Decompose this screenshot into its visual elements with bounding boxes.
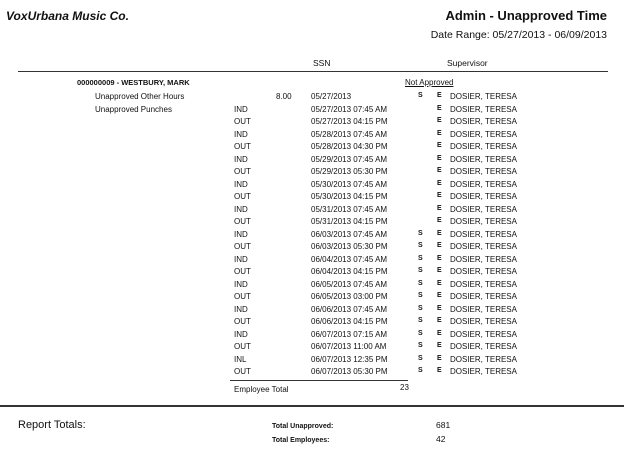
punch-supervisor: DOSIER, TERESA xyxy=(450,267,517,277)
punch-supervisor: DOSIER, TERESA xyxy=(450,167,517,177)
punch-e-flag: E xyxy=(437,167,442,175)
punch-s-flag: S xyxy=(418,317,423,325)
date-range: Date Range: 05/27/2013 - 06/09/2013 xyxy=(430,29,607,41)
punch-e-flag: E xyxy=(437,367,442,375)
punch-supervisor: DOSIER, TERESA xyxy=(450,154,517,164)
punch-type: IND xyxy=(234,154,248,164)
punch-supervisor: DOSIER, TERESA xyxy=(450,204,517,214)
punch-e-flag: E xyxy=(437,142,442,150)
punch-row xyxy=(0,305,624,318)
company-name: VoxUrbana Music Co. xyxy=(6,9,129,23)
punch-row xyxy=(0,142,624,155)
punch-s-flag: S xyxy=(418,329,423,337)
punch-supervisor: DOSIER, TERESA xyxy=(450,292,517,302)
punch-row xyxy=(0,192,624,205)
punch-row xyxy=(0,367,624,380)
punch-supervisor: DOSIER, TERESA xyxy=(450,104,517,114)
punch-timestamp: 05/30/2013 07:45 AM xyxy=(311,179,388,189)
punch-type: INL xyxy=(234,354,247,364)
punch-e-flag: E xyxy=(437,229,442,237)
punch-supervisor: DOSIER, TERESA xyxy=(450,192,517,202)
header-divider xyxy=(18,71,608,72)
punch-type: OUT xyxy=(234,242,251,252)
punch-type: IND xyxy=(234,279,248,289)
punch-type: OUT xyxy=(234,167,251,177)
punch-timestamp: 05/27/2013 07:45 AM xyxy=(311,104,388,114)
punch-s-flag: S xyxy=(418,254,423,262)
punch-s-flag: S xyxy=(418,354,423,362)
punch-timestamp: 05/29/2013 07:45 AM xyxy=(311,154,388,164)
punch-timestamp: 06/03/2013 05:30 PM xyxy=(311,242,388,252)
punch-row xyxy=(0,342,624,355)
punch-type: OUT xyxy=(234,267,251,277)
punch-s-flag: S xyxy=(418,267,423,275)
total-unapproved-value: 681 xyxy=(436,420,451,430)
punch-e-flag: E xyxy=(437,204,442,212)
punch-timestamp: 05/28/2013 07:45 AM xyxy=(311,129,388,139)
punch-timestamp: 06/06/2013 07:45 AM xyxy=(311,304,388,314)
employee-total-value: 23 xyxy=(400,383,409,392)
punches-label: Unapproved Punches xyxy=(95,104,172,114)
other-hours-e-flag: E xyxy=(437,92,442,99)
other-hours-supervisor: DOSIER, TERESA xyxy=(450,92,517,101)
punch-timestamp: 06/04/2013 07:45 AM xyxy=(311,254,388,264)
punch-type: OUT xyxy=(234,192,251,202)
punch-s-flag: S xyxy=(418,242,423,250)
punch-timestamp: 06/03/2013 07:45 AM xyxy=(311,229,388,239)
punch-type: IND xyxy=(234,179,248,189)
punch-row xyxy=(0,355,624,368)
punch-supervisor: DOSIER, TERESA xyxy=(450,329,517,339)
other-hours-row xyxy=(0,92,624,105)
punch-type: OUT xyxy=(234,367,251,377)
punch-e-flag: E xyxy=(437,304,442,312)
punch-timestamp: 06/07/2013 05:30 PM xyxy=(311,367,388,377)
punch-type: IND xyxy=(234,204,248,214)
approval-status: Not Approved xyxy=(405,78,454,87)
punch-row xyxy=(0,217,624,230)
punch-timestamp: 06/05/2013 03:00 PM xyxy=(311,292,388,302)
column-header-supervisor: Supervisor xyxy=(447,58,488,68)
punch-timestamp: 06/07/2013 12:35 PM xyxy=(311,354,388,364)
punch-e-flag: E xyxy=(437,129,442,137)
column-header-ssn: SSN xyxy=(313,58,331,68)
punch-supervisor: DOSIER, TERESA xyxy=(450,179,517,189)
punch-e-flag: E xyxy=(437,179,442,187)
punch-timestamp: 06/07/2013 07:15 AM xyxy=(311,329,388,339)
punch-e-flag: E xyxy=(437,154,442,162)
punch-e-flag: E xyxy=(437,104,442,112)
other-hours-label: Unapproved Other Hours xyxy=(95,92,185,101)
punch-supervisor: DOSIER, TERESA xyxy=(450,342,517,352)
punch-row xyxy=(0,155,624,168)
employee-name: 000000009 - WESTBURY, MARK xyxy=(77,78,190,87)
punch-type: OUT xyxy=(234,142,251,152)
punch-timestamp: 05/28/2013 04:30 PM xyxy=(311,142,388,152)
report-title: Admin - Unapproved Time xyxy=(445,8,607,23)
total-employees-value: 42 xyxy=(436,434,446,444)
punch-supervisor: DOSIER, TERESA xyxy=(450,367,517,377)
punch-list xyxy=(0,105,624,380)
punch-supervisor: DOSIER, TERESA xyxy=(450,229,517,239)
punch-s-flag: S xyxy=(418,229,423,237)
report-totals-label: Report Totals: xyxy=(18,419,86,431)
punch-type: OUT xyxy=(234,117,251,127)
other-hours-value: 8.00 xyxy=(276,92,292,101)
footer-divider xyxy=(0,405,624,407)
punch-supervisor: DOSIER, TERESA xyxy=(450,142,517,152)
punch-e-flag: E xyxy=(437,317,442,325)
employee-total-divider xyxy=(230,380,408,381)
punch-supervisor: DOSIER, TERESA xyxy=(450,254,517,264)
punch-type: IND xyxy=(234,229,248,239)
punch-timestamp: 05/30/2013 04:15 PM xyxy=(311,192,388,202)
employee-total-label: Employee Total xyxy=(234,385,289,394)
punch-timestamp: 06/07/2013 11:00 AM xyxy=(311,342,387,352)
punch-timestamp: 05/31/2013 04:15 PM xyxy=(311,217,388,227)
punch-supervisor: DOSIER, TERESA xyxy=(450,304,517,314)
punch-type: OUT xyxy=(234,217,251,227)
punch-timestamp: 06/06/2013 04:15 PM xyxy=(311,317,388,327)
punch-supervisor: DOSIER, TERESA xyxy=(450,242,517,252)
punch-type: OUT xyxy=(234,292,251,302)
punch-timestamp: 05/31/2013 07:45 AM xyxy=(311,204,388,214)
punch-e-flag: E xyxy=(437,254,442,262)
punch-row xyxy=(0,255,624,268)
punch-e-flag: E xyxy=(437,292,442,300)
punch-row xyxy=(0,242,624,255)
punch-supervisor: DOSIER, TERESA xyxy=(450,217,517,227)
other-hours-date: 05/27/2013 xyxy=(311,92,352,101)
punch-supervisor: DOSIER, TERESA xyxy=(450,279,517,289)
punch-s-flag: S xyxy=(418,367,423,375)
punch-supervisor: DOSIER, TERESA xyxy=(450,129,517,139)
punch-timestamp: 05/27/2013 04:15 PM xyxy=(311,117,388,127)
punch-row xyxy=(0,292,624,305)
other-hours-s-flag: S xyxy=(418,92,423,99)
punch-type: IND xyxy=(234,304,248,314)
punch-e-flag: E xyxy=(437,217,442,225)
punch-row xyxy=(0,105,624,118)
punch-row xyxy=(0,117,624,130)
punch-timestamp: 05/29/2013 05:30 PM xyxy=(311,167,388,177)
punch-e-flag: E xyxy=(437,354,442,362)
punch-timestamp: 06/05/2013 07:45 AM xyxy=(311,279,388,289)
punch-s-flag: S xyxy=(418,342,423,350)
punch-type: IND xyxy=(234,254,248,264)
punch-type: IND xyxy=(234,329,248,339)
punch-e-flag: E xyxy=(437,242,442,250)
punch-e-flag: E xyxy=(437,329,442,337)
punch-row xyxy=(0,167,624,180)
punch-e-flag: E xyxy=(437,117,442,125)
punch-s-flag: S xyxy=(418,292,423,300)
punch-e-flag: E xyxy=(437,267,442,275)
punch-s-flag: S xyxy=(418,304,423,312)
punch-supervisor: DOSIER, TERESA xyxy=(450,354,517,364)
punch-row xyxy=(0,230,624,243)
punch-row xyxy=(0,280,624,293)
punch-e-flag: E xyxy=(437,279,442,287)
punch-s-flag: S xyxy=(418,279,423,287)
punch-row xyxy=(0,267,624,280)
punch-row xyxy=(0,330,624,343)
punch-row xyxy=(0,180,624,193)
total-employees-label: Total Employees: xyxy=(272,437,330,444)
punch-e-flag: E xyxy=(437,192,442,200)
total-unapproved-label: Total Unapproved: xyxy=(272,423,334,430)
punch-timestamp: 06/04/2013 04:15 PM xyxy=(311,267,388,277)
punch-type: OUT xyxy=(234,317,251,327)
punch-e-flag: E xyxy=(437,342,442,350)
punch-supervisor: DOSIER, TERESA xyxy=(450,317,517,327)
punch-type: IND xyxy=(234,104,248,114)
punch-row xyxy=(0,130,624,143)
punch-type: IND xyxy=(234,129,248,139)
punch-row xyxy=(0,205,624,218)
punch-row xyxy=(0,317,624,330)
punch-supervisor: DOSIER, TERESA xyxy=(450,117,517,127)
punch-type: OUT xyxy=(234,342,251,352)
employee-detail xyxy=(0,92,624,380)
